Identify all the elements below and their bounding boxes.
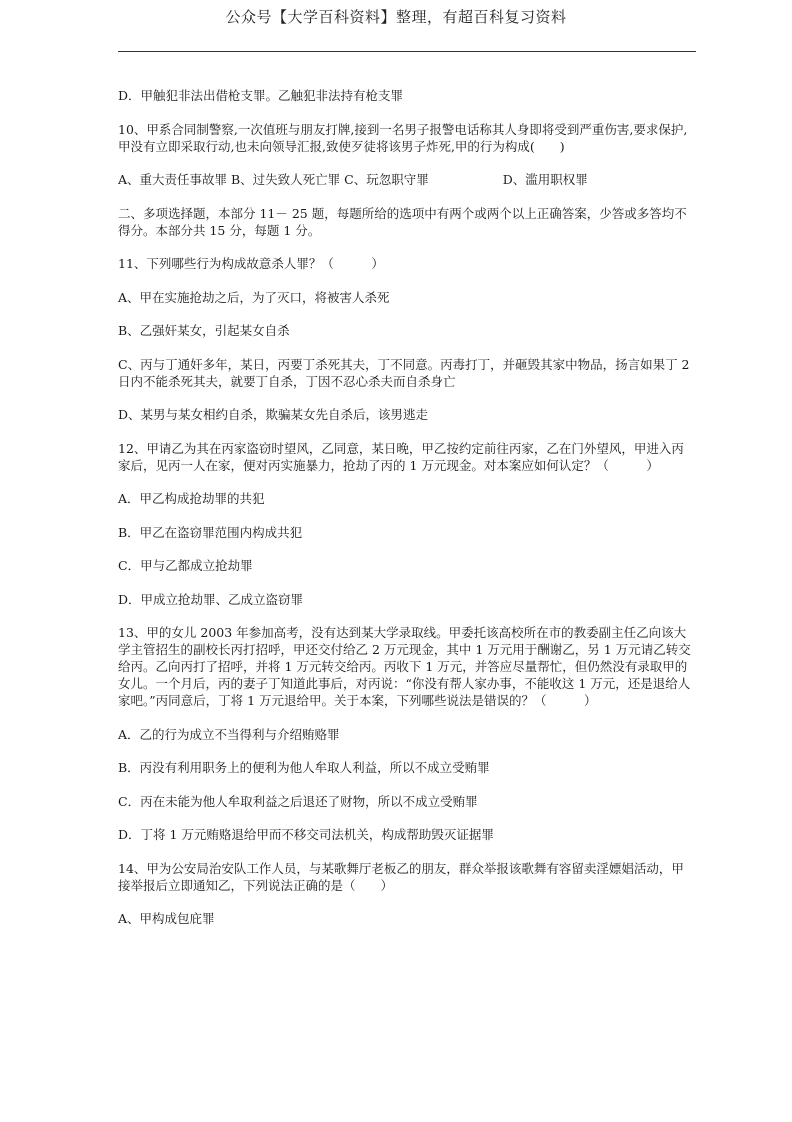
q13-option-c: C．丙在未能为他人牟取利益之后退还了财物，所以不成立受贿罪 bbox=[118, 793, 478, 809]
q13-option-b: B．丙没有利用职务上的便利为他人牟取人利益，所以不成立受贿罪 bbox=[118, 760, 490, 775]
q14-option-a: A、甲构成包庇罪 bbox=[118, 911, 215, 926]
section-2-heading: 二、多项选择题，本部分 11－ 25 题，每题所给的选项中有两个或两个以上正确答案，少答或多答均不得分。本部分共 15 分，每题 1 分。 bbox=[118, 205, 687, 238]
header-divider bbox=[118, 51, 696, 52]
q11-option-a: A、甲在实施抢劫之后，为了灭口，将被害人杀死 bbox=[118, 289, 390, 305]
q14-stem: 14、甲为公安局治安队工作人员，与某歌舞厅老板乙的朋友，群众举报该歌舞有容留卖淫嫖娼活动，甲接举报后立即通知乙，下列说法正确的是（ ） bbox=[118, 860, 684, 893]
q10-stem: 10、甲系合同制警察,一次值班与朋友打牌,接到一名男子报警电话称其人身即将受到严重伤害,要求保护,甲没有立即采取行动,也未向领导汇报,致使歹徒将该男子炸死,甲的行为构成( ) bbox=[118, 121, 688, 154]
q12-stem: 12、甲请乙为其在丙家盗窃时望风，乙同意，某日晚，甲乙按约定前往丙家，乙在门外望风，甲进入丙家后，见丙一人在家，便对丙实施暴力，抢劫了丙的 1 万元现金。对本案应如何认定？（ ） bbox=[118, 440, 684, 473]
page-header: 公众号【大学百科资料】整理，有超百科复习资料 bbox=[225, 8, 567, 26]
q11-stem: 11、下列哪些行为构成故意杀人罪？（ ） bbox=[118, 256, 384, 271]
q10-option-d: D、滥用职权罪 bbox=[502, 172, 588, 187]
q12-option-a: A．甲乙构成抢劫罪的共犯 bbox=[118, 491, 265, 506]
q13-option-d: D．丁将 1 万元贿赂退给甲而不移交司法机关，构成帮助毁灭证据罪 bbox=[118, 827, 494, 842]
document-body bbox=[118, 87, 696, 944]
q11-option-b: B、乙强奸某女，引起某女自杀 bbox=[118, 323, 290, 338]
q13-option-a: A．乙的行为成立不当得利与介绍贿赂罪 bbox=[118, 726, 340, 742]
q13-stem: 13、甲的女儿 2003 年参加高考，没有达到某大学录取线。甲委托该高校所在市的教委副主任乙向该大学主管招生的副校长丙打招呼，甲还交付给乙 2 万元现金，其中 1 万元用于酬谢乙，另 1 万元请乙转交给丙。乙向丙打了招呼，并将 1 万元转交给丙。丙收下 1 万元，并答应尽量帮忙，但仍然没有录取甲的女儿。一个月后，丙的妻子丁知道此事后，对丙说：“你没有帮人家办事，不能收这 1 万元，还是退给人家吧。”丙同意后，丁将 1 万元退给甲。关于本案，下列哪些说法是错误的？（ ） bbox=[118, 625, 691, 708]
q12-option-c: C．甲与乙都成立抢劫罪 bbox=[118, 558, 253, 573]
q11-option-d: D、某男与某女相约自杀，欺骗某女先自杀后，该男逃走 bbox=[118, 407, 429, 422]
q10-options bbox=[118, 171, 696, 188]
q11-option-c: C、丙与丁通奸多年，某日，丙要丁杀死其夫，丁不同意。丙毒打丁，并砸毁其家中物品，扬言如果丁 2 日内不能杀死其夫，就要丁自杀，丁因不忍心杀夫而自杀身亡 bbox=[118, 356, 690, 389]
q12-option-d: D．甲成立抢劫罪、乙成立盗窃罪 bbox=[118, 591, 304, 607]
q9-option-d: D．甲触犯非法出借枪支罪。乙触犯非法持有枪支罪 bbox=[118, 88, 404, 103]
q10-options-abc: A、重大责任事故罪 B、过失致人死亡罪 C、玩忽职守罪 bbox=[118, 172, 429, 187]
q12-option-b: B．甲乙在盗窃罪范围内构成共犯 bbox=[118, 524, 303, 540]
